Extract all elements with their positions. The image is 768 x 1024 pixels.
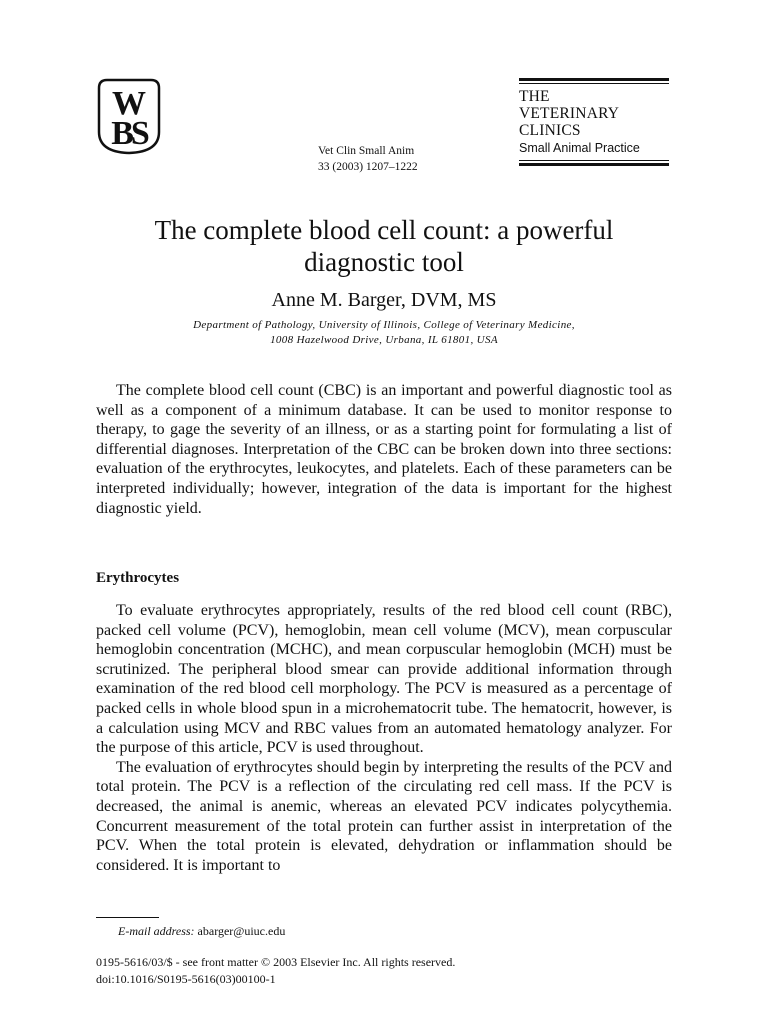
masthead-rule-top-thin	[519, 83, 669, 84]
title-line2: diagnostic tool	[304, 247, 464, 277]
series-line2: VETERINARY	[519, 105, 620, 122]
section-body	[96, 601, 672, 875]
footnote-rule	[96, 917, 159, 918]
footnote	[118, 924, 285, 939]
title-line1: The complete blood cell count: a powerful	[154, 215, 614, 245]
svg-text:BS: BS	[111, 115, 147, 152]
publisher-logo	[95, 76, 163, 156]
svg-text:W: W	[112, 85, 146, 122]
section-heading: Erythrocytes	[96, 570, 180, 586]
journal-ref-line2: 33 (2003) 1207–1222	[318, 161, 418, 173]
email-label: E-mail address:	[118, 924, 195, 938]
journal-ref-line1: Vet Clin Small Anim	[318, 145, 415, 157]
abstract-paragraph: The complete blood cell count (CBC) is an important and powerful diagnostic tool as well as a component of a minimum database. It can be used to monitor response to therapy, to gage the severity of an illness, or as a starting point for formulating a list of differential diagnoses. Interpretation of the CBC can be broken down into three sections: evaluation of the erythrocytes, leukocytes, and platelets. Each of these parameters can be interpreted individually; however, integration of the data is important for the highest diagnostic yield.	[96, 382, 672, 517]
author: Anne M. Barger, DVM, MS	[271, 289, 497, 311]
email-address[interactable]: abarger@uiuc.edu	[197, 924, 286, 938]
doi-line: doi:10.1016/S0195-5616(03)00100-1	[96, 972, 276, 986]
section-paragraph-2: The evaluation of erythrocytes should begin by interpreting the results of the PCV and total protein. The PCV is a reflection of the circulating red cell mass. If the PCV is decreased, the animal is anemic, whereas an elevated PCV indicates polycythemia. Concurrent measurement of the total protein can further assist in interpretation of the PCV. When the total protein is elevated, dehydration or inflammation should be considered. It is important to	[96, 758, 672, 874]
copyright-line1: 0195-5616/03/$ - see front matter © 2003 Elsevier Inc. All rights reserved.	[96, 955, 456, 969]
affiliation-line2: 1008 Hazelwood Drive, Urbana, IL 61801, USA	[270, 334, 498, 346]
masthead-rule-top	[519, 78, 669, 81]
affiliation-line1: Department of Pathology, University of Illinois, College of Veterinary Medicine,	[193, 319, 575, 331]
copyright	[96, 954, 455, 988]
journal-reference	[318, 143, 418, 175]
section-paragraph-1: To evaluate erythrocytes appropriately, results of the red blood cell count (RBC), packed cell volume (PCV), hemoglobin, mean cell volume (MCV), mean corpuscular hemoglobin concentration (MCHC), and mean corpuscular hemoglobin (MCH) must be scrutinized. The peripheral blood smear can provide additional information through examination of the red blood cell morphology. The PCV is measured as a percentage of packed cells in whole blood spun in a microhematocrit tube. The hematocrit, however, is a calculation using MCV and RBC values from an automated hematology analyzer. For the purpose of this article, PCV is used throughout.	[96, 602, 672, 757]
affiliation	[96, 318, 672, 348]
series-masthead	[519, 78, 669, 166]
series-line3: CLINICS	[519, 122, 581, 139]
series-subtitle: Small Animal Practice	[519, 141, 640, 155]
article-title	[96, 214, 672, 278]
abstract	[96, 381, 672, 518]
series-line1: THE	[519, 88, 550, 105]
masthead-rule-bottom-thin	[519, 160, 669, 161]
masthead-rule-bottom	[519, 163, 669, 166]
